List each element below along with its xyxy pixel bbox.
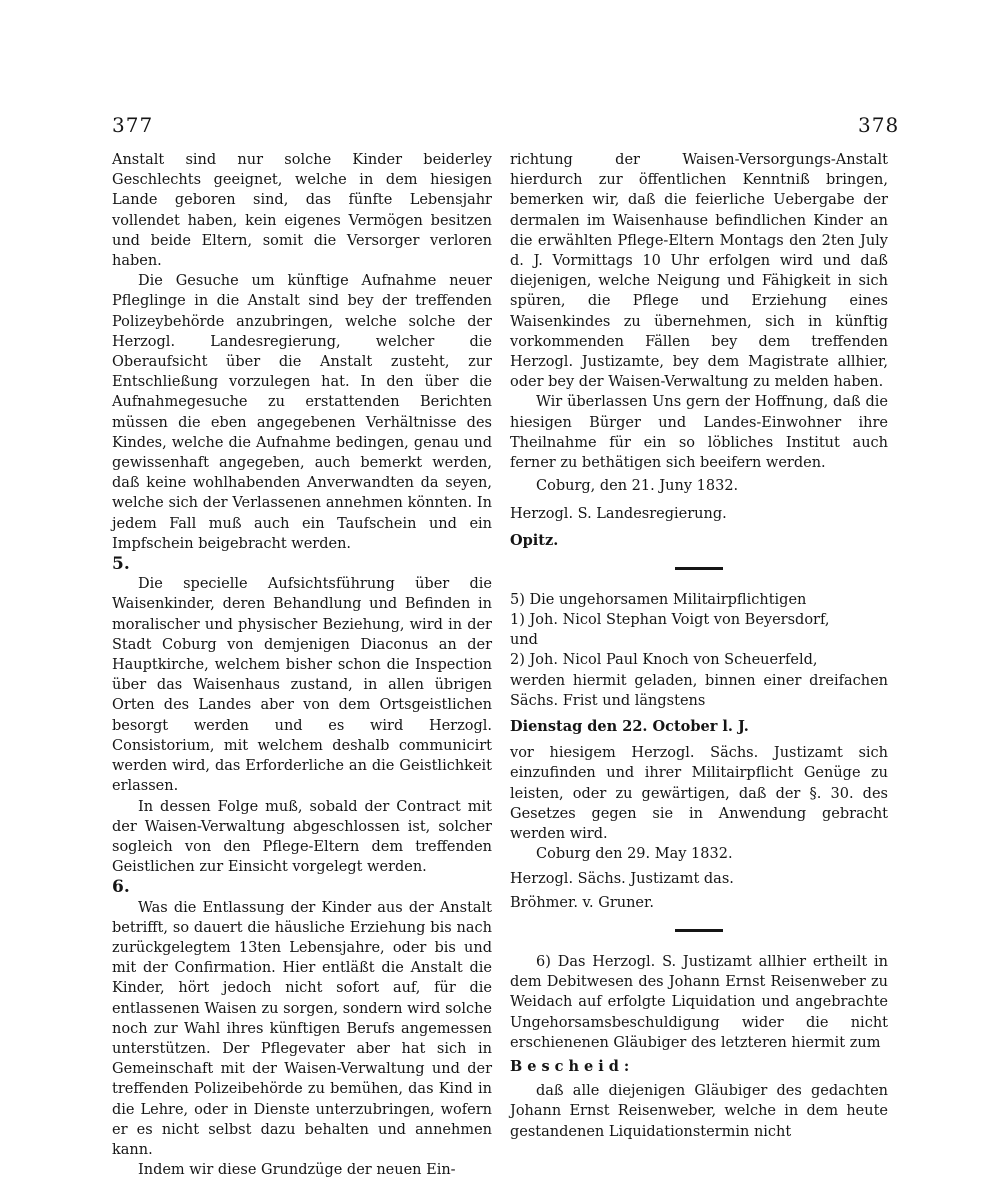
paragraph: Wir überlassen Uns gern der Hoffnung, daß die hiesigen Bürger und Landes-Einwohner ihre Theilnahme für ein so löbliches Institut auch ferner zu bethätigen sich beeifern werden.	[510, 394, 888, 472]
paragraph: Indem wir diese Grundzüge der neuen Ein-	[138, 1162, 456, 1179]
divider	[675, 929, 723, 932]
paragraph: vor hiesigem Herzogl. Sächs. Justizamt sich einzufinden und ihrer Militairpflicht Genüge zu leisten, oder zu gewärtigen, daß der §. 30. des Gesetzes gegen sie in Anwendung gebracht werden wird.	[510, 745, 888, 843]
section-number: 5.	[112, 554, 130, 575]
notice-person: 2) Joh. Nicol Paul Knoch von Scheuerfeld,	[510, 652, 818, 669]
paragraph: richtung der Waisen-Versorgungs-Anstalt hierdurch zur öffentlichen Kenntniß bringen, bemerken wir, daß die feierliche Uebergabe der dermalen im Waisenhause befindlichen Kinder an die erwählten Pflege-Eltern Montags den 2ten July d. J. Vormittags 10 Uhr erfolgen wird und daß diejenigen, welche Neigung und Fähigkeit in sich spüren, die Pflege und Erziehung eines Waisenkindes zu übernehmen, sich in künftig vorkommenden Fällen bey dem treffenden Herzogl. Justizamte, bey dem Magistrate allhier, oder bey der Waisen-Verwaltung zu melden haben.	[510, 152, 888, 391]
notice-conjunction: und	[510, 632, 538, 649]
paragraph: werden hiermit geladen, binnen einer dreifachen Sächs. Frist und längstens	[510, 672, 888, 709]
divider	[675, 567, 723, 570]
page-number-right: 378	[858, 113, 900, 137]
paragraph: Was die Entlassung der Kinder aus der Anstalt betrifft, so dauert die häusliche Erziehung bis nach zurückgelegtem 13ten Lebensjahre, oder bis und mit der Confirmation. Hier entläßt die Anstalt die Kinder, hört jedoch nicht sofort auf, für die entlassenen Waisen zu sorgen, sondern wird solche noch zur Wahl ihres künftigen Berufs angemessen unterstützen. Der Pflegevater aber hat sich in Gemeinschaft mit der Waisen-Verwaltung und der treffenden Polizeibehörde zu bemühen, das Kind in die Lehre, oder in Dienste unterzubringen, wofern er es nicht selbst dazu behalten und annehmen kann.	[112, 899, 492, 1158]
paragraph: Anstalt sind nur solche Kinder beiderley Geschlechts geeignet, welche in dem hiesigen Lande geboren sind, das fünfte Lebensjahr vollendet haben, kein eigenes Vermögen besitzen und beide Eltern, somit die Versorger verloren haben.	[112, 152, 492, 270]
date-line: Coburg den 29. May 1832.	[536, 846, 733, 863]
section-number: 6.	[112, 877, 130, 898]
notice-person: 1) Joh. Nicol Stephan Voigt von Beyersdorf,	[510, 612, 830, 629]
notice-date: Dienstag den 22. October l. J.	[510, 718, 749, 736]
notice-title: 5) Die ungehorsamen Militairpflichtigen	[510, 591, 807, 608]
date-line: Coburg, den 21. Juny 1832.	[536, 478, 739, 495]
paragraph: 6) Das Herzogl. S. Justizamt allhier ertheilt in dem Debitwesen des Johann Ernst Reisenweber zu Weidach auf erfolgte Liquidation und angebrachte Ungehorsamsbeschuldigung wider die nicht erschienenen Gläubiger des letzteren hiermit zum	[510, 953, 888, 1051]
paragraph: In dessen Folge muß, sobald der Contract mit der Waisen-Verwaltung abgeschlossen ist, solcher sogleich von den Pflege-Eltern dem treffenden Geistlichen zur Einsicht vorgelegt werden.	[112, 798, 492, 876]
signature-authority: Herzogl. S. Landesregierung.	[510, 506, 727, 523]
page-number-left: 377	[112, 113, 154, 137]
signature-names: Bröhmer. v. Gruner.	[510, 894, 654, 911]
paragraph: daß alle diejenigen Gläubiger des gedachten Johann Ernst Reisenweber, welche in dem heute gestandenen Liquidationstermin nicht	[510, 1083, 888, 1140]
paragraph: Die Gesuche um künftige Aufnahme neuer Pfleglinge in die Anstalt sind bey der treffenden Polizeybehörde anzubringen, welche solche der Herzogl. Landesregierung, welcher die Oberaufsicht über die Anstalt zusteht, zur Entschließung vorzulegen hat. In den über die Aufnahmegesuche zu erstattenden Berichten müssen die eben angegebenen Verhältnisse des Kindes, welche die Aufnahme bedingen, genau und gewissenhaft angegeben, auch bemerkt werden, daß keine wohlhabenden Anverwandten da seyen, welche sich der Verlassenen annehmen könnten. In jedem Fall muß auch ein Taufschein und ein Impfschein beigebracht werden.	[112, 273, 492, 552]
left-column	[112, 150, 492, 1180]
signature-authority: Herzogl. Sächs. Justizamt das.	[510, 870, 734, 887]
decision-heading: Bescheid:	[510, 1057, 635, 1075]
paragraph: Die specielle Aufsichtsführung über die Waisenkinder, deren Behandlung und Befinden in moralischer und physischer Beziehung, wird in der Stadt Coburg von demjenigen Diaconus an der Hauptkirche, welchem bisher schon die Inspection über das Waisenhaus zustand, in allen übrigen Orten des Landes aber von dem Ortsgeistlichen besorgt werden und es wird Herzogl. Consistorium, mit welchem deshalb communicirt werden wird, das Erforderliche an die Geistlichkeit erlassen.	[112, 576, 492, 795]
right-column	[510, 150, 888, 1142]
signature-name: Opitz.	[510, 531, 559, 549]
